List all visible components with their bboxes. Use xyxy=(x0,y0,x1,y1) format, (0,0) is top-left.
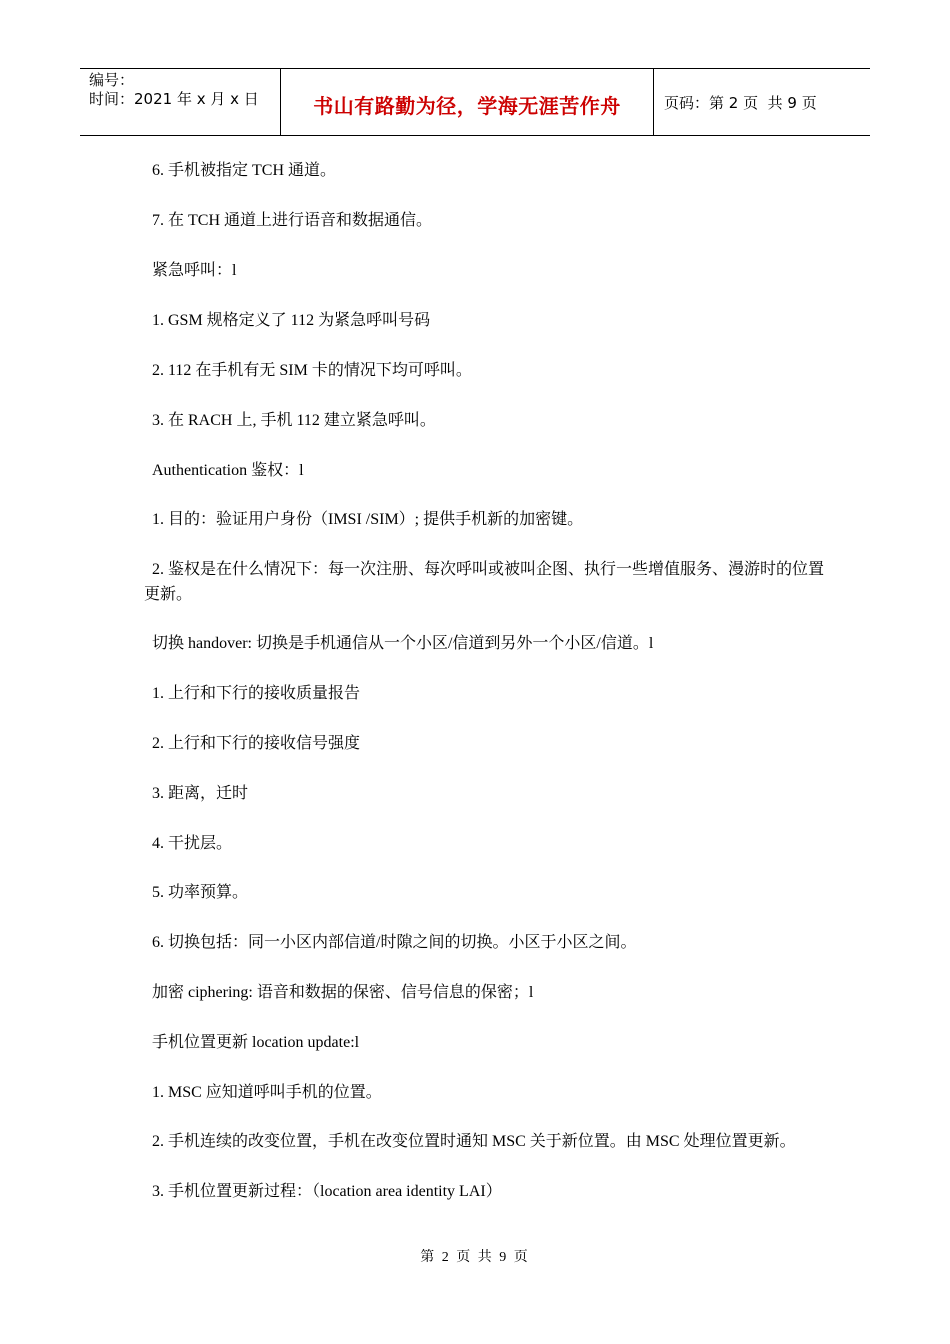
paragraph: 1. MSC 应知道呼叫手机的位置。 xyxy=(152,1084,382,1101)
header-motto: 书山有路勤为径，学海无涯苦作舟 xyxy=(313,93,621,118)
header-meta xyxy=(80,69,281,135)
header-motto-cell xyxy=(281,69,654,135)
paragraph: 2. 上行和下行的接收信号强度 xyxy=(152,735,361,752)
section-heading: Authentication 鉴权：l xyxy=(152,462,304,479)
header-page-info: 页码：第 2 页 共 9 页 xyxy=(664,93,817,112)
document-date-label: 时间：2021 年 x 月 x 日 xyxy=(89,90,259,108)
paragraph: 3. 手机位置更新过程：（location area identity LAI） xyxy=(152,1183,502,1200)
section-heading: 加密 ciphering: 语音和数据的保密、信号信息的保密；l xyxy=(152,984,534,1001)
paragraph: 7. 在 TCH 通道上进行语音和数据通信。 xyxy=(152,212,433,229)
page-footer xyxy=(0,1246,950,1266)
page-header xyxy=(80,68,870,136)
section-heading: 紧急呼叫：l xyxy=(152,262,237,279)
paragraph: 3. 距离，迁时 xyxy=(152,785,249,802)
paragraph: 2. 鉴权是在什么情况下：每一次注册、每次呼叫或被叫企图、执行一些增值服务、漫游时的位置更新。 xyxy=(144,561,825,603)
paragraph: 4. 干扰层。 xyxy=(152,835,233,852)
header-page-info-cell xyxy=(654,69,870,135)
paragraph: 1. 目的：验证用户身份（IMSI /SIM）; 提供手机新的加密键。 xyxy=(152,511,584,528)
paragraph: 6. 手机被指定 TCH 通道。 xyxy=(152,162,337,179)
paragraph: 3. 在 RACH 上, 手机 112 建立紧急呼叫。 xyxy=(152,412,436,429)
section-heading: 手机位置更新 location update:l xyxy=(152,1034,360,1051)
footer-page-number: 第 2 页 共 9 页 xyxy=(420,1250,530,1265)
paragraph: 2. 112 在手机有无 SIM 卡的情况下均可呼叫。 xyxy=(152,362,472,379)
paragraph: 1. 上行和下行的接收质量报告 xyxy=(152,685,361,702)
document-number-label: 编号： xyxy=(89,71,135,89)
paragraph: 2. 手机连续的改变位置，手机在改变位置时通知 MSC 关于新位置。由 MSC 处理位置更新。 xyxy=(152,1133,796,1150)
section-heading: 切换 handover: 切换是手机通信从一个小区/信道到另外一个小区/信道。l xyxy=(152,635,654,652)
paragraph: 1. GSM 规格定义了 112 为紧急呼叫号码 xyxy=(152,312,431,329)
paragraph: 5. 功率预算。 xyxy=(152,884,249,901)
paragraph: 6. 切换包括：同一小区内部信道/时隙之间的切换。小区于小区之间。 xyxy=(152,934,637,951)
